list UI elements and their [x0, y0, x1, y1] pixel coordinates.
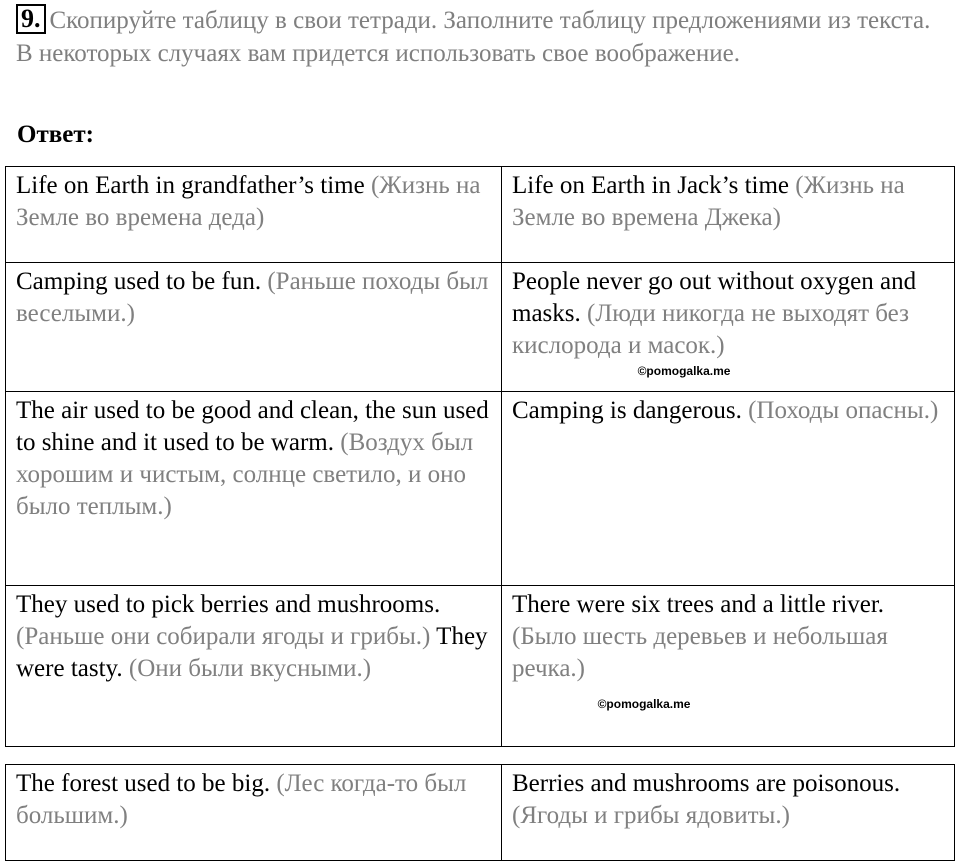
cell-translation: (Было шесть деревьев и небольшая речка.): [512, 623, 888, 682]
task-statement: [16, 4, 946, 70]
cell-translation: (Походы опасны.): [748, 397, 939, 424]
cell-english-text: Life on Earth in Jack’s time: [512, 172, 790, 199]
cell-translation: (Люди никогда не выходят без кислорода и масок.): [512, 300, 909, 359]
cell-english-text: Berries and mushrooms are poisonous.: [512, 770, 901, 797]
table-row: [6, 765, 955, 861]
cell-english-text: The forest used to be big.: [16, 770, 271, 797]
task-text: Скопируйте таблицу в свои тетради. Заполните таблицу предложениями из текста. В некоторых случаях вам придется использовать свое воображение.: [16, 7, 931, 67]
table-cell: [502, 765, 955, 861]
comparison-table: [5, 166, 955, 747]
table-cell: [502, 263, 955, 392]
table-header-row: [6, 167, 955, 263]
table-cell: [6, 765, 502, 861]
cell-translation: (Раньше походы был веселыми.): [16, 268, 489, 327]
table-row: [6, 263, 955, 392]
table-cell: [502, 586, 955, 747]
table-cell: [502, 392, 955, 586]
cell-translation: (Воздух был хорошим и чистым, солнце светило, и оно было теплым.): [16, 429, 474, 520]
cell-translation: (Они были вкусными.): [128, 655, 372, 682]
watermark: ©pomogalka.me: [597, 697, 691, 711]
table-row: [6, 586, 955, 747]
cell-translation: (Жизнь на Земле во времена деда): [16, 172, 481, 231]
cell-english-text: They were tasty.: [16, 623, 488, 682]
cell-english-text: Camping used to be fun.: [16, 268, 262, 295]
table-cell: [6, 392, 502, 586]
table-row: [6, 392, 955, 586]
watermark: ©pomogalka.me: [637, 364, 731, 378]
table-cell: [6, 586, 502, 747]
table-cell: [6, 263, 502, 392]
cell-english-text: There were six trees and a little river.: [512, 591, 885, 618]
cell-english-text: The air used to be good and clean, the sun used to shine and it used to be warm.: [16, 397, 489, 456]
cell-english-text: They used to pick berries and mushrooms.: [16, 591, 441, 618]
table-cell: [6, 167, 502, 263]
cell-translation: (Ягоды и грибы ядовиты.): [512, 802, 790, 829]
cell-english-text: Camping is dangerous.: [512, 397, 742, 424]
cell-translation: (Жизнь на Земле во времена Джека): [512, 172, 905, 231]
answer-label: Ответ:: [17, 121, 94, 148]
table-cell: [502, 167, 955, 263]
cell-translation: (Раньше они собирали ягоды и грибы.): [16, 623, 431, 650]
comparison-table-continued: [5, 764, 955, 861]
cell-english-text: People never go out without oxygen and masks.: [512, 268, 917, 327]
cell-translation: (Лес когда-то был большим.): [16, 770, 467, 829]
task-number: 9.: [16, 4, 46, 34]
cell-english-text: Life on Earth in grandfather’s time: [16, 172, 365, 199]
